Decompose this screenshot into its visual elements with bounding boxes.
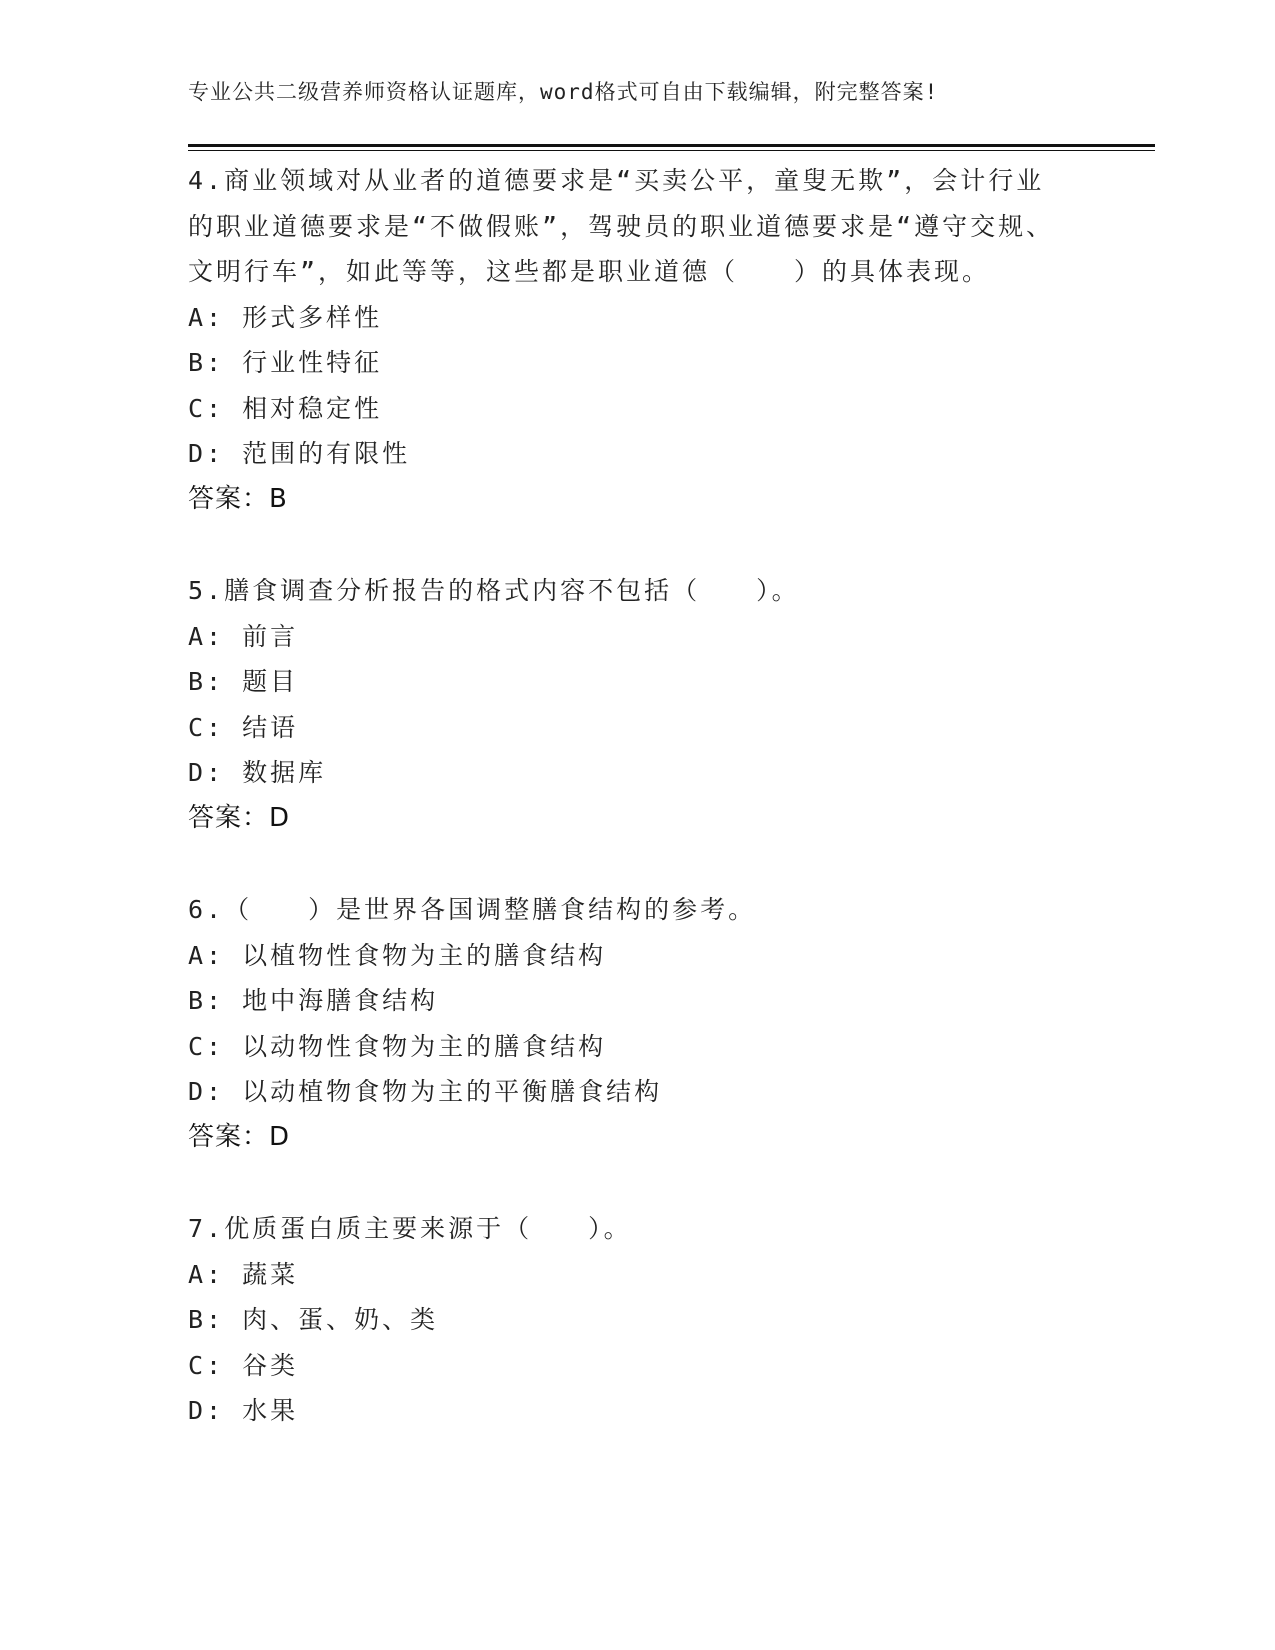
spacer [188,1160,1068,1206]
answer: 答案：D [188,1121,291,1152]
option-d: D: 范围的有限性 [188,439,411,468]
option-b: B: 题目 [188,667,299,696]
option-b: B: 行业性特征 [188,348,383,377]
question-4 [188,158,1068,522]
answer: 答案：D [188,802,291,833]
option-a: A: 前言 [188,621,299,651]
question-6 [188,887,1068,1160]
option-a: A: 形式多样性 [188,302,383,332]
option-c: C: 相对稳定性 [188,393,383,423]
option-d: D: 数据库 [188,758,327,787]
question-stem: 4.商业领域对从业者的道德要求是“买卖公平，童叟无欺”，会计行业的职业道德要求是“不做假账”，驾驶员的职业道德要求是“遵守交规、文明行车”，如此等等，这些都是职业道德（ ）的具体表现。 [188,166,1055,286]
question-5 [188,568,1068,841]
answer: 答案：B [188,483,288,514]
option-a: A: 蔬菜 [188,1259,299,1289]
header-divider [188,144,1155,147]
spacer [188,522,1068,568]
option-a: A: 以植物性食物为主的膳食结构 [188,940,607,970]
question-stem: 7.优质蛋白质主要来源于（ ）。 [188,1214,632,1243]
question-stem: 5.膳食调查分析报告的格式内容不包括（ ）。 [188,576,800,605]
option-b: B: 地中海膳食结构 [188,986,439,1015]
question-stem: 6.（ ）是世界各国调整膳食结构的参考。 [188,895,757,924]
question-7 [188,1206,1068,1434]
header-divider-thin [188,150,1155,151]
spacer [188,841,1068,887]
option-c: C: 结语 [188,712,299,742]
option-d: D: 以动植物食物为主的平衡膳食结构 [188,1077,663,1106]
option-c: C: 以动物性食物为主的膳食结构 [188,1031,607,1061]
option-d: D: 水果 [188,1396,299,1425]
option-b: B: 肉、蛋、奶、类 [188,1305,439,1334]
question-list [188,158,1068,1434]
option-c: C: 谷类 [188,1350,299,1380]
page-header: 专业公共二级营养师资格认证题库，word格式可自由下载编辑，附完整答案! [188,80,939,104]
